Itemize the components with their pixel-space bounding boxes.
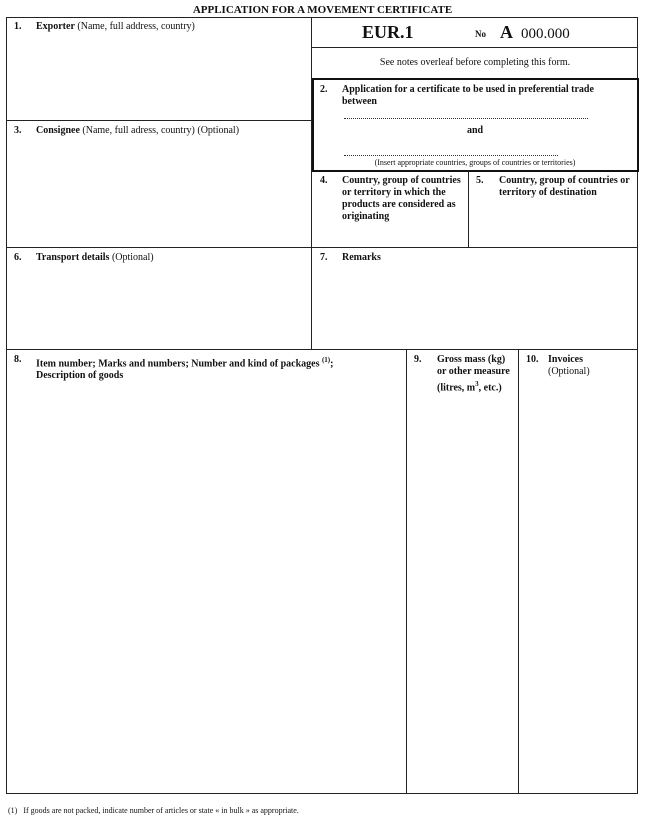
box5-title: Country, group of countries or territory of destination bbox=[499, 175, 630, 198]
remarks-field[interactable] bbox=[313, 266, 636, 348]
goods-description-field[interactable] bbox=[8, 382, 404, 791]
box10-title: Invoices bbox=[548, 354, 583, 365]
box3-title: Consignee bbox=[36, 125, 80, 136]
box9-number: 9. bbox=[414, 354, 422, 365]
frame-top bbox=[6, 17, 638, 18]
divider-box8-box9 bbox=[406, 349, 407, 794]
box1-label bbox=[36, 21, 306, 33]
consignee-field[interactable] bbox=[8, 139, 310, 245]
box2-number: 2. bbox=[320, 84, 328, 95]
footnote bbox=[8, 806, 299, 816]
box9-sup: 3 bbox=[475, 380, 479, 388]
footnote-marker: (1) bbox=[8, 806, 18, 815]
box9-title bbox=[437, 354, 515, 394]
box3-detail: (Name, full adress, country) (Optional) bbox=[82, 125, 240, 136]
box6-number: 6. bbox=[14, 252, 22, 263]
box10-number: 10. bbox=[526, 354, 539, 365]
invoices-field[interactable] bbox=[520, 382, 636, 791]
box8-title-line2: Description of goods bbox=[36, 370, 124, 382]
box8-title-line1: Item number; Marks and numbers; Number and kind of packages bbox=[36, 358, 320, 370]
box10-label bbox=[548, 354, 634, 378]
divider-box1-box3 bbox=[6, 120, 312, 121]
box2-country-b-line[interactable] bbox=[344, 155, 558, 156]
box8-title bbox=[36, 354, 402, 382]
footnote-text: If goods are not packed, indicate number of articles or state « in bulk » as appropriate. bbox=[23, 806, 299, 815]
box7-number: 7. bbox=[320, 252, 328, 263]
exporter-field[interactable] bbox=[8, 35, 310, 119]
divider-row-67 bbox=[6, 247, 638, 248]
divider-row-8910 bbox=[6, 349, 638, 350]
box2-and-label: and bbox=[466, 125, 484, 136]
box3-label bbox=[36, 125, 306, 137]
divider-eur-box bbox=[311, 47, 638, 48]
no-label: No bbox=[475, 29, 486, 39]
box9-title-part2: , etc.) bbox=[478, 382, 502, 394]
box10-detail: (Optional) bbox=[548, 366, 590, 377]
box6-title: Transport details bbox=[36, 252, 110, 263]
box2-country-a-line[interactable] bbox=[344, 118, 588, 119]
notes-text: See notes overleaf before completing this form. bbox=[379, 57, 571, 68]
divider-box4-box5 bbox=[468, 171, 469, 247]
cert-type: EUR.1 bbox=[362, 22, 414, 42]
frame-bottom bbox=[6, 793, 638, 794]
box4-title: Country, group of countries or territory in which the products are considered as originating bbox=[342, 175, 461, 222]
box8-number: 8. bbox=[14, 354, 22, 365]
box5-number: 5. bbox=[476, 175, 484, 186]
box4-number: 4. bbox=[320, 175, 328, 186]
transport-field[interactable] bbox=[8, 266, 310, 348]
box9-title-part1: Gross mass (kg) or other measure (litres, m bbox=[437, 354, 510, 394]
divider-box9-box10 bbox=[518, 349, 519, 794]
box6-label bbox=[36, 252, 306, 264]
serial-number: 000.000 bbox=[521, 26, 570, 42]
box1-number: 1. bbox=[14, 21, 22, 32]
box8-title-after: ; bbox=[330, 358, 334, 370]
box8-footnote-ref: (1) bbox=[321, 356, 331, 364]
box2-insert-note: (Insert appropriate countries, groups of countries or territories) bbox=[374, 158, 576, 167]
box1-detail: (Name, full address, country) bbox=[77, 21, 195, 32]
box2-title: Application for a certificate to be used in preferential trade between bbox=[342, 84, 594, 107]
series-letter: A bbox=[500, 22, 513, 42]
box1-title: Exporter bbox=[36, 21, 75, 32]
box3-number: 3. bbox=[14, 125, 22, 136]
gross-mass-field[interactable] bbox=[408, 410, 516, 791]
form-heading: APPLICATION FOR A MOVEMENT CERTIFICATE bbox=[192, 4, 453, 16]
box7-title: Remarks bbox=[342, 252, 381, 263]
frame-left bbox=[6, 17, 7, 794]
box6-detail: (Optional) bbox=[111, 252, 154, 263]
